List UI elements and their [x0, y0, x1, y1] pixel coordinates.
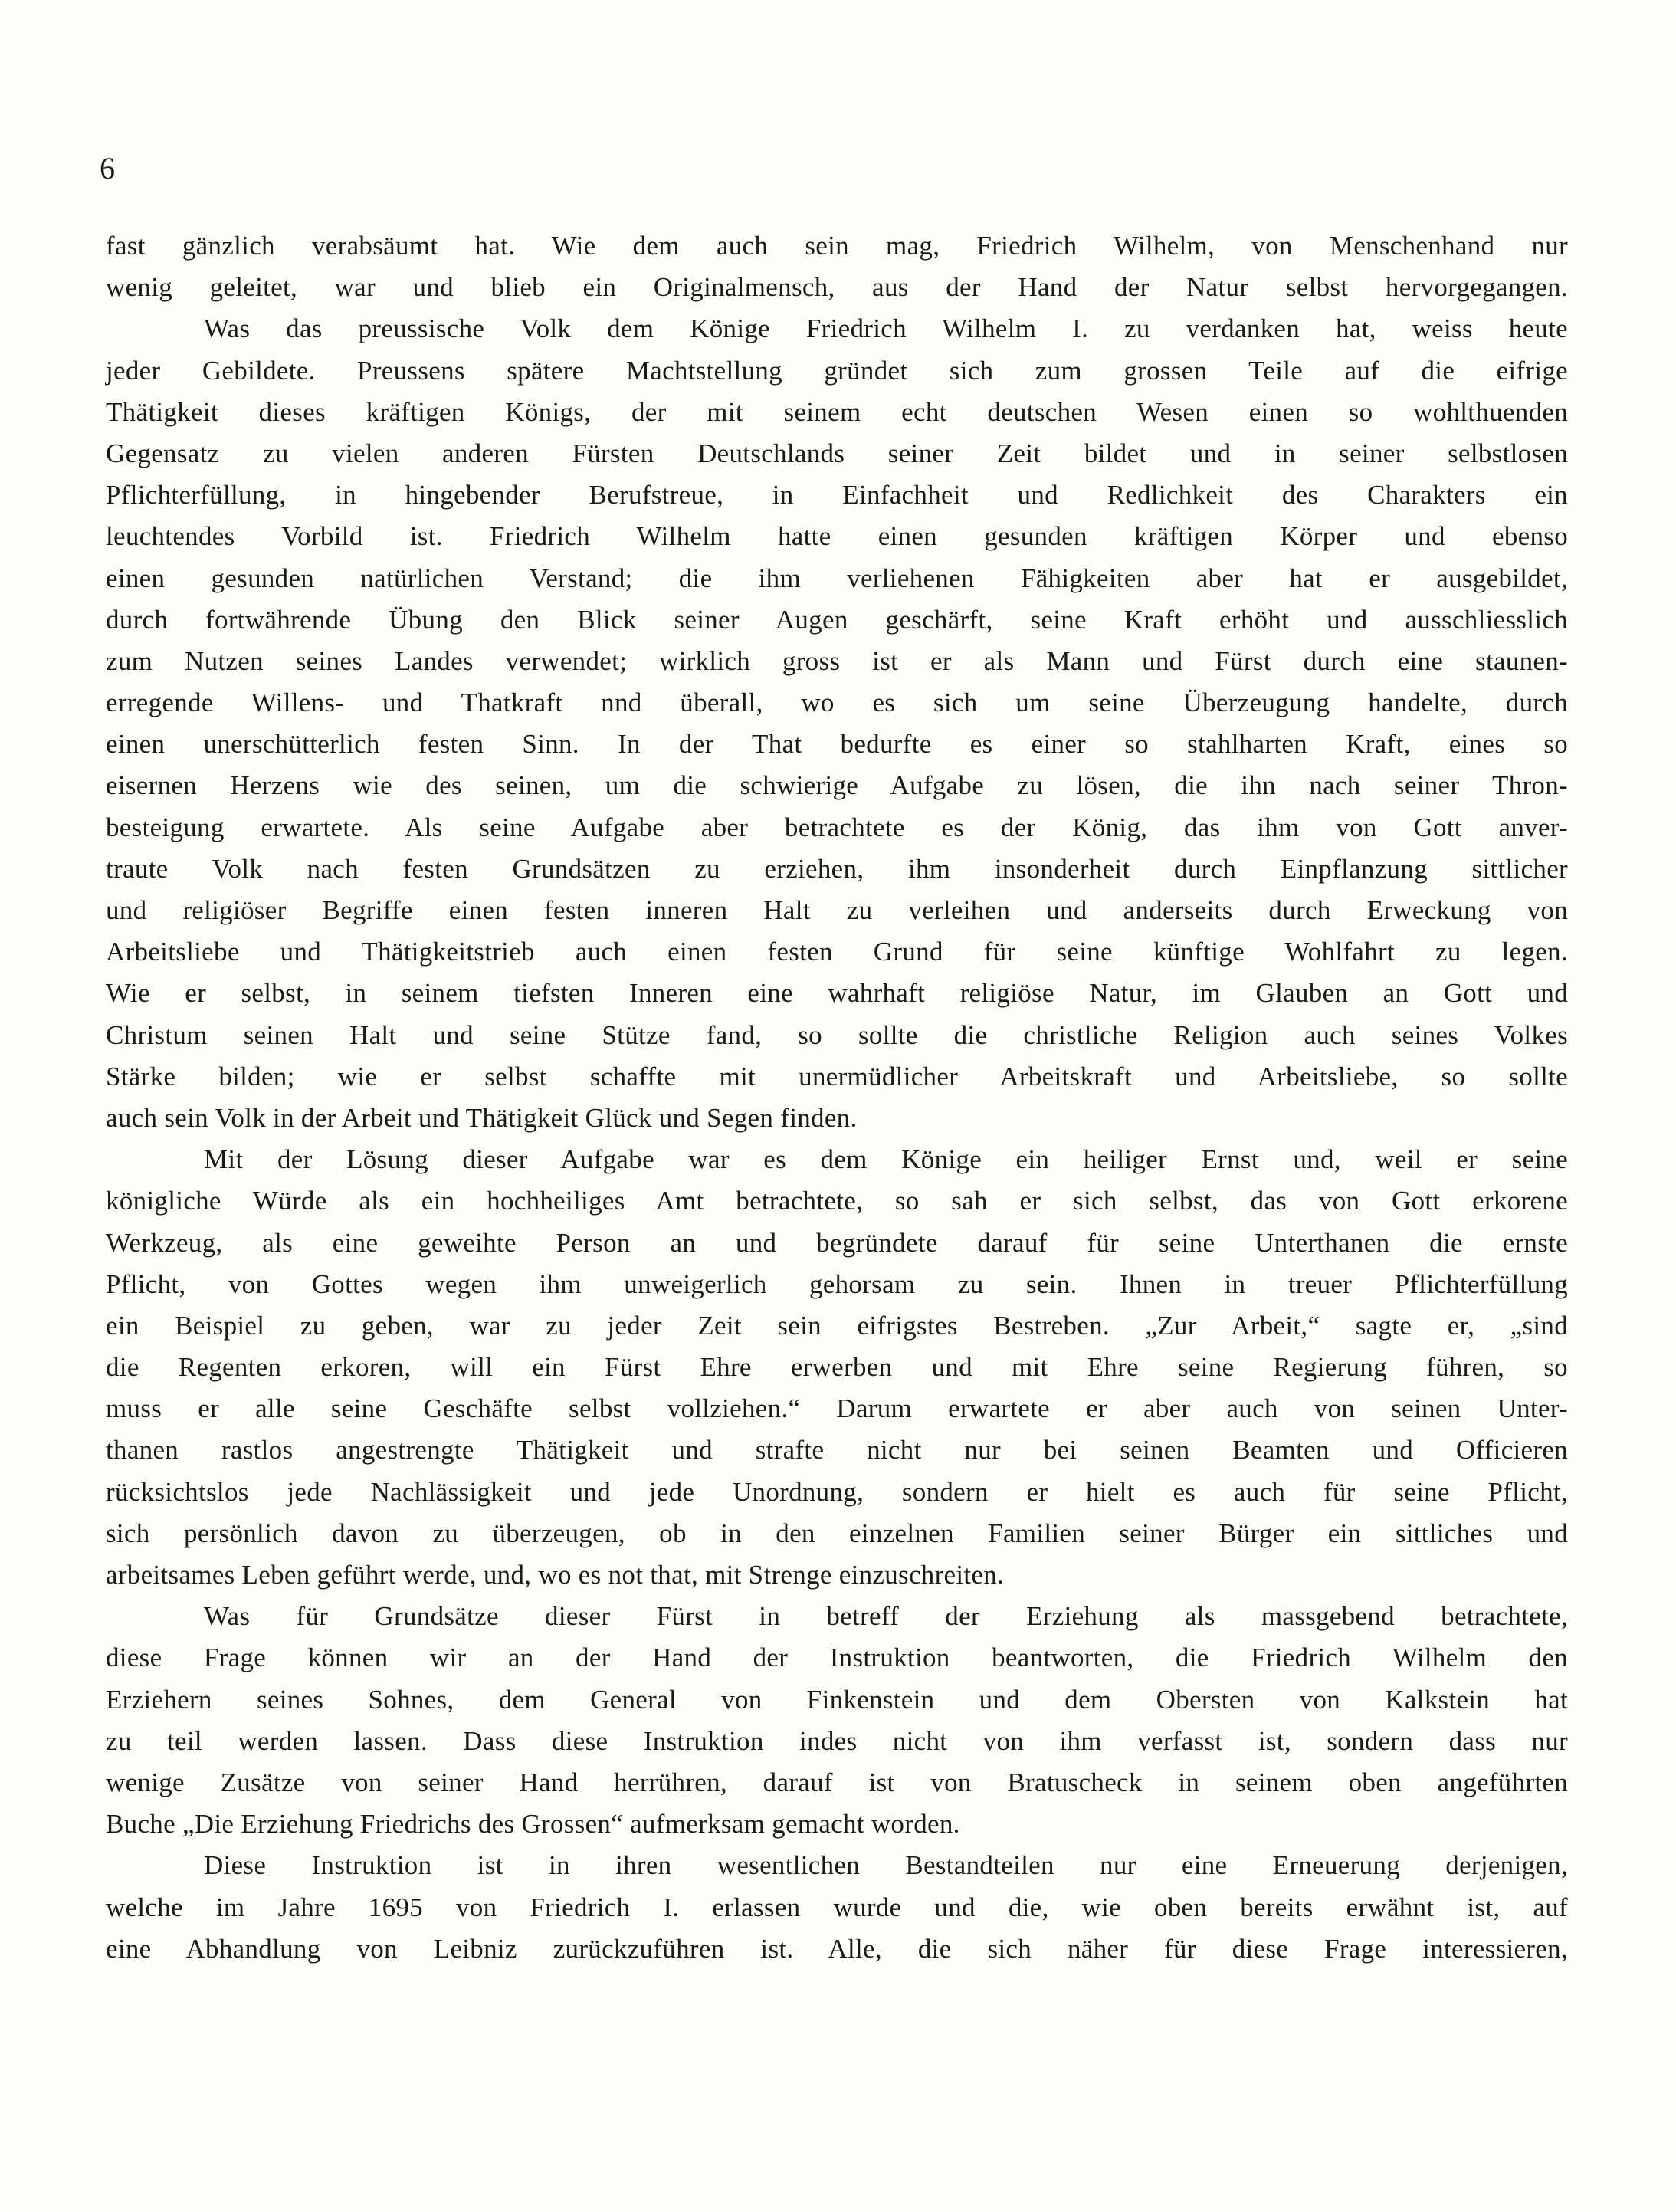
text-line: sich persönlich davon zu überzeugen, ob in den einzelnen Familien seiner Bürger ein sittliches und: [106, 1518, 1568, 1548]
text-line: fast gänzlich verabsäumt hat. Wie dem auch sein mag, Friedrich Wilhelm, von Menschenhand nur: [106, 231, 1568, 261]
text-line: thanen rastlos angestrengte Thätigkeit und strafte nicht nur bei seinen Beamten und Officieren: [106, 1435, 1568, 1465]
text-line: eisernen Herzens wie des seinen, um die schwierige Aufgabe zu lösen, die ihn nach seiner Thron-: [106, 770, 1568, 801]
text-line: Pflicht, von Gottes wegen ihm unweigerlich gehorsam zu sein. Ihnen in treuer Pflichterfüllung: [106, 1268, 1568, 1299]
text-line: Gegensatz zu vielen anderen Fürsten Deutschlands seiner Zeit bildet und in seiner selbstlosen: [106, 438, 1568, 468]
text-line: Werkzeug, als eine geweihte Person an und begründete darauf für seine Unterthanen die ernste: [106, 1227, 1568, 1258]
text-line: Erziehern seines Sohnes, dem General von Finkenstein und dem Obersten von Kalkstein hat: [106, 1684, 1568, 1715]
text-line: Was das preussische Volk dem Könige Friedrich Wilhelm I. zu verdanken hat, weiss heute: [204, 313, 1568, 344]
text-line: Wie er selbst, in seinem tiefsten Inneren eine wahrhaft religiöse Natur, im Glauben an Gott und: [106, 978, 1568, 1009]
text-line: Thätigkeit dieses kräftigen Königs, der mit seinem echt deutschen Wesen einen so wohlthuenden: [106, 396, 1568, 427]
text-line: Buche „Die Erziehung Friedrichs des Grossen“ aufmerksam gemacht worden.: [106, 1809, 960, 1840]
text-line: Pflichterfüllung, in hingebender Berufstreue, in Einfachheit und Redlichkeit des Charakters ein: [106, 480, 1568, 510]
text-line: die Regenten erkoren, will ein Fürst Ehre erwerben und mit Ehre seine Regierung führen, so: [106, 1352, 1568, 1383]
text-line: wenige Zusätze von seiner Hand herrühren, darauf ist von Bratuscheck in seinem oben angeführten: [106, 1767, 1568, 1797]
text-line: Christum seinen Halt und seine Stütze fand, so sollte die christliche Religion auch seines Volkes: [106, 1019, 1568, 1050]
text-line: jeder Gebildete. Preussens spätere Machtstellung gründet sich zum grossen Teile auf die eifrige: [106, 355, 1568, 386]
text-line: besteigung erwartete. Als seine Aufgabe aber betrachtete es der König, das ihm von Gott anver-: [106, 812, 1568, 842]
text-line: erregende Willens- und Thatkraft nnd überall, wo es sich um seine Überzeugung handelte, durch: [106, 688, 1568, 718]
text-line: einen gesunden natürlichen Verstand; die ihm verliehenen Fähigkeiten aber hat er ausgebildet,: [106, 563, 1568, 593]
text-line: Mit der Lösung dieser Aufgabe war es dem Könige ein heiliger Ernst und, weil er seine: [204, 1144, 1568, 1175]
text-line: arbeitsames Leben geführt werde, und, wo es not that, mit Strenge einzuschreiten.: [106, 1560, 1005, 1590]
text-line: ein Beispiel zu geben, war zu jeder Zeit sein eifrigstes Bestreben. „Zur Arbeit,“ sagte er, „sind: [106, 1310, 1568, 1341]
text-line: einen unerschütterlich festen Sinn. In der That bedurfte es einer so stahlharten Kraft, eines so: [106, 729, 1568, 760]
text-line: zum Nutzen seines Landes verwendet; wirklich gross ist er als Mann und Fürst durch eine staunen-: [106, 645, 1568, 676]
text-line: zu teil werden lassen. Dass diese Instruktion indes nicht von ihm verfasst ist, sondern dass nur: [106, 1725, 1568, 1756]
text-line: wenig geleitet, war und blieb ein Originalmensch, aus der Hand der Natur selbst hervorgegangen.: [106, 272, 1568, 303]
text-line: auch sein Volk in der Arbeit und Thätigkeit Glück und Segen finden.: [106, 1102, 858, 1133]
text-line: rücksichtslos jede Nachlässigkeit und jede Unordnung, sondern er hielt es auch für seine Pflicht,: [106, 1476, 1568, 1507]
text-line: welche im Jahre 1695 von Friedrich I. erlassen wurde und die, wie oben bereits erwähnt ist, auf: [106, 1892, 1568, 1922]
text-line: Was für Grundsätze dieser Fürst in betreff der Erziehung als massgebend betrachtete,: [204, 1601, 1568, 1632]
text-line: diese Frage können wir an der Hand der Instruktion beantworten, die Friedrich Wilhelm den: [106, 1643, 1568, 1673]
body-text: [106, 225, 1568, 1970]
text-line: eine Abhandlung von Leibniz zurückzuführen ist. Alle, die sich näher für diese Frage interessieren,: [106, 1933, 1568, 1964]
text-line: Arbeitsliebe und Thätigkeitstrieb auch einen festen Grund für seine künftige Wohlfahrt zu legen.: [106, 937, 1568, 967]
text-line: traute Volk nach festen Grundsätzen zu erziehen, ihm insonderheit durch Einpflanzung sittlicher: [106, 853, 1568, 884]
text-line: leuchtendes Vorbild ist. Friedrich Wilhelm hatte einen gesunden kräftigen Körper und ebenso: [106, 521, 1568, 552]
text-line: Stärke bilden; wie er selbst schaffte mit unermüdlicher Arbeitskraft und Arbeitsliebe, so sollte: [106, 1061, 1568, 1091]
text-line: Diese Instruktion ist in ihren wesentlichen Bestandteilen nur eine Erneuerung derjenigen,: [204, 1850, 1568, 1881]
text-line: und religiöser Begriffe einen festen inneren Halt zu verleihen und anderseits durch Erweckung von: [106, 895, 1568, 925]
text-line: königliche Würde als ein hochheiliges Amt betrachtete, so sah er sich selbst, das von Gott erkorene: [106, 1186, 1568, 1216]
text-line: durch fortwährende Übung den Blick seiner Augen geschärft, seine Kraft erhöht und ausschliesslich: [106, 604, 1568, 635]
page-number: 6: [100, 151, 115, 185]
text-line: muss er alle seine Geschäfte selbst vollziehen.“ Darum erwartete er aber auch von seinen Unter-: [106, 1393, 1568, 1424]
